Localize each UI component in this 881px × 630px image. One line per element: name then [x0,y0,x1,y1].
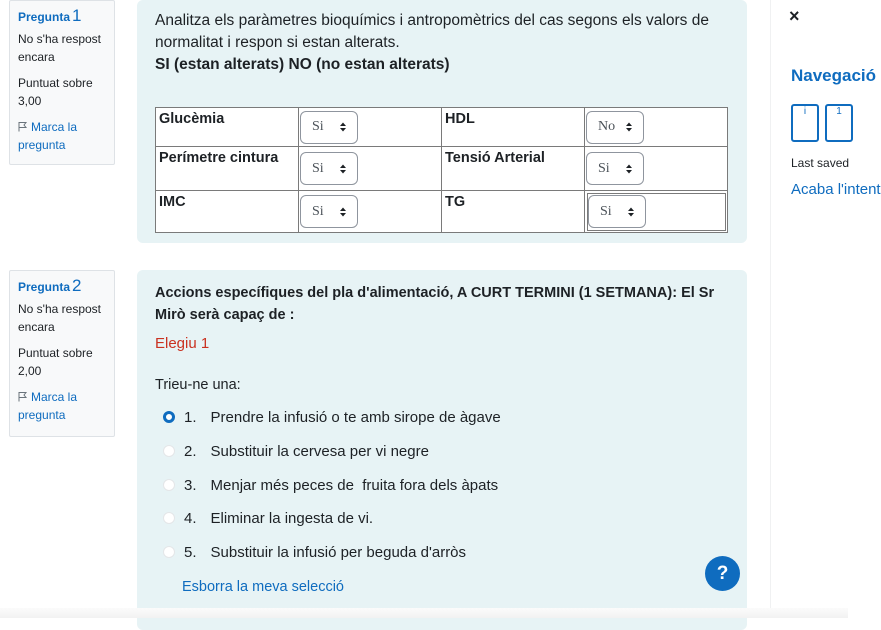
param-select-cell [585,147,728,191]
answer-text: Menjar més peces de fruita fora dels àpats [210,476,499,494]
question-2-content [137,270,747,630]
question-2-info [9,270,115,437]
answer-text: Prendre la infusió o te amb sirope de àgave [210,408,501,426]
question-2-number [18,277,106,296]
param-select-cell [585,191,728,233]
answer-option-1[interactable] [163,407,501,427]
tensio-arterial-select[interactable] [586,152,644,185]
select-arrows-icon [339,121,347,133]
radio-selected[interactable] [163,411,175,423]
nav-button-info[interactable]: i [791,104,819,142]
question-number: 1 [72,6,82,25]
tg-select[interactable] [588,195,646,228]
question-2-grade: Puntuat sobre 2,00 [18,346,93,378]
answer-number: 4. [184,509,197,527]
select-arrows-icon [627,206,635,218]
radio[interactable] [163,445,175,457]
answer-text: Substituir la infusió per beguda d'arròs [210,543,467,561]
help-button[interactable]: ? [705,556,740,591]
perimetre-cintura-select[interactable] [300,152,358,185]
param-select-cell [299,108,442,147]
radio[interactable] [163,479,175,491]
select-arrows-icon [625,163,633,175]
question-2-hint: Elegiu 1 [155,335,210,352]
question-2-prompt: Trieu-ne una: [155,377,241,393]
clear-selection-link[interactable]: Esborra la meva selecció [182,579,344,595]
quiz-navigation-drawer [770,0,881,618]
hdl-select[interactable] [586,111,644,144]
flag-icon [18,389,28,400]
param-select-cell [299,147,442,191]
param-label: HDL [442,108,585,147]
param-label: TG [442,191,585,233]
select-arrows-icon [625,121,633,133]
table-row [156,191,728,233]
question-label: Pregunta [18,280,71,294]
answer-number: 3. [184,476,197,494]
answer-number: 2. [184,442,197,460]
question-number: 2 [72,276,82,295]
flag-label: Marca la pregunta [18,120,78,152]
param-label: Glucèmia [156,108,299,147]
answer-text: Eliminar la ingesta de vi. [210,509,374,527]
flag-label: Marca la pregunta [18,390,78,422]
param-label: Perímetre cintura [156,147,299,191]
question-1-number [18,7,106,26]
bottom-shadow [0,608,848,618]
select-value: No [598,119,616,134]
radio[interactable] [163,512,175,524]
close-drawer-button[interactable]: × [789,6,800,26]
question-2-title: Accions específiques del pla d'alimentació, A CURT TERMINI (1 SETMANA): El Sr Mirò serà capaç de : [155,285,715,323]
select-arrows-icon [339,163,347,175]
select-value: Si [312,119,324,134]
select-value: Si [312,160,324,176]
question-1-grade: Puntuat sobre 3,00 [18,76,93,108]
glucemia-select[interactable] [300,111,358,144]
question-1-info [9,0,115,165]
question-1-content [137,0,747,243]
answer-option-4[interactable] [163,508,373,528]
answer-option-3[interactable] [163,475,498,495]
answer-option-2[interactable] [163,441,429,461]
question-1-state: No s'ha respost encara [18,32,101,64]
last-saved-text: Last saved [791,156,850,170]
flag-icon [18,119,28,130]
param-label: Tensió Arterial [442,147,585,191]
radio[interactable] [163,546,175,558]
select-value: Si [312,203,324,219]
select-arrows-icon [339,206,347,218]
answer-number: 1. [184,408,197,426]
question-1-flag-link[interactable] [18,118,106,154]
imc-select[interactable] [300,195,358,228]
table-row [156,147,728,191]
finish-attempt-link[interactable]: Acaba l'intent [791,181,881,198]
answer-text: Substituir la cervesa per vi negre [210,442,429,460]
param-select-cell [299,191,442,233]
answer-option-5[interactable] [163,542,466,562]
select-value: Si [598,160,610,176]
answer-number: 5. [184,543,197,561]
param-select-cell [585,108,728,147]
question-1-legend: SI (estan alterats) NO (no estan alterats) [155,56,450,73]
parameters-table [155,107,728,233]
nav-button-question-1[interactable]: 1 [825,104,853,142]
table-row [156,108,728,147]
question-2-state: No s'ha respost encara [18,302,101,334]
param-label: IMC [156,191,299,233]
navigation-title: Navegació [791,66,877,85]
select-value: Si [600,203,612,219]
question-label: Pregunta [18,10,71,24]
question-1-text: Analitza els paràmetres bioquímics i antropomètrics del cas segons els valors de normalitat i respon si estan alterats. [155,12,709,51]
question-2-flag-link[interactable] [18,388,106,424]
